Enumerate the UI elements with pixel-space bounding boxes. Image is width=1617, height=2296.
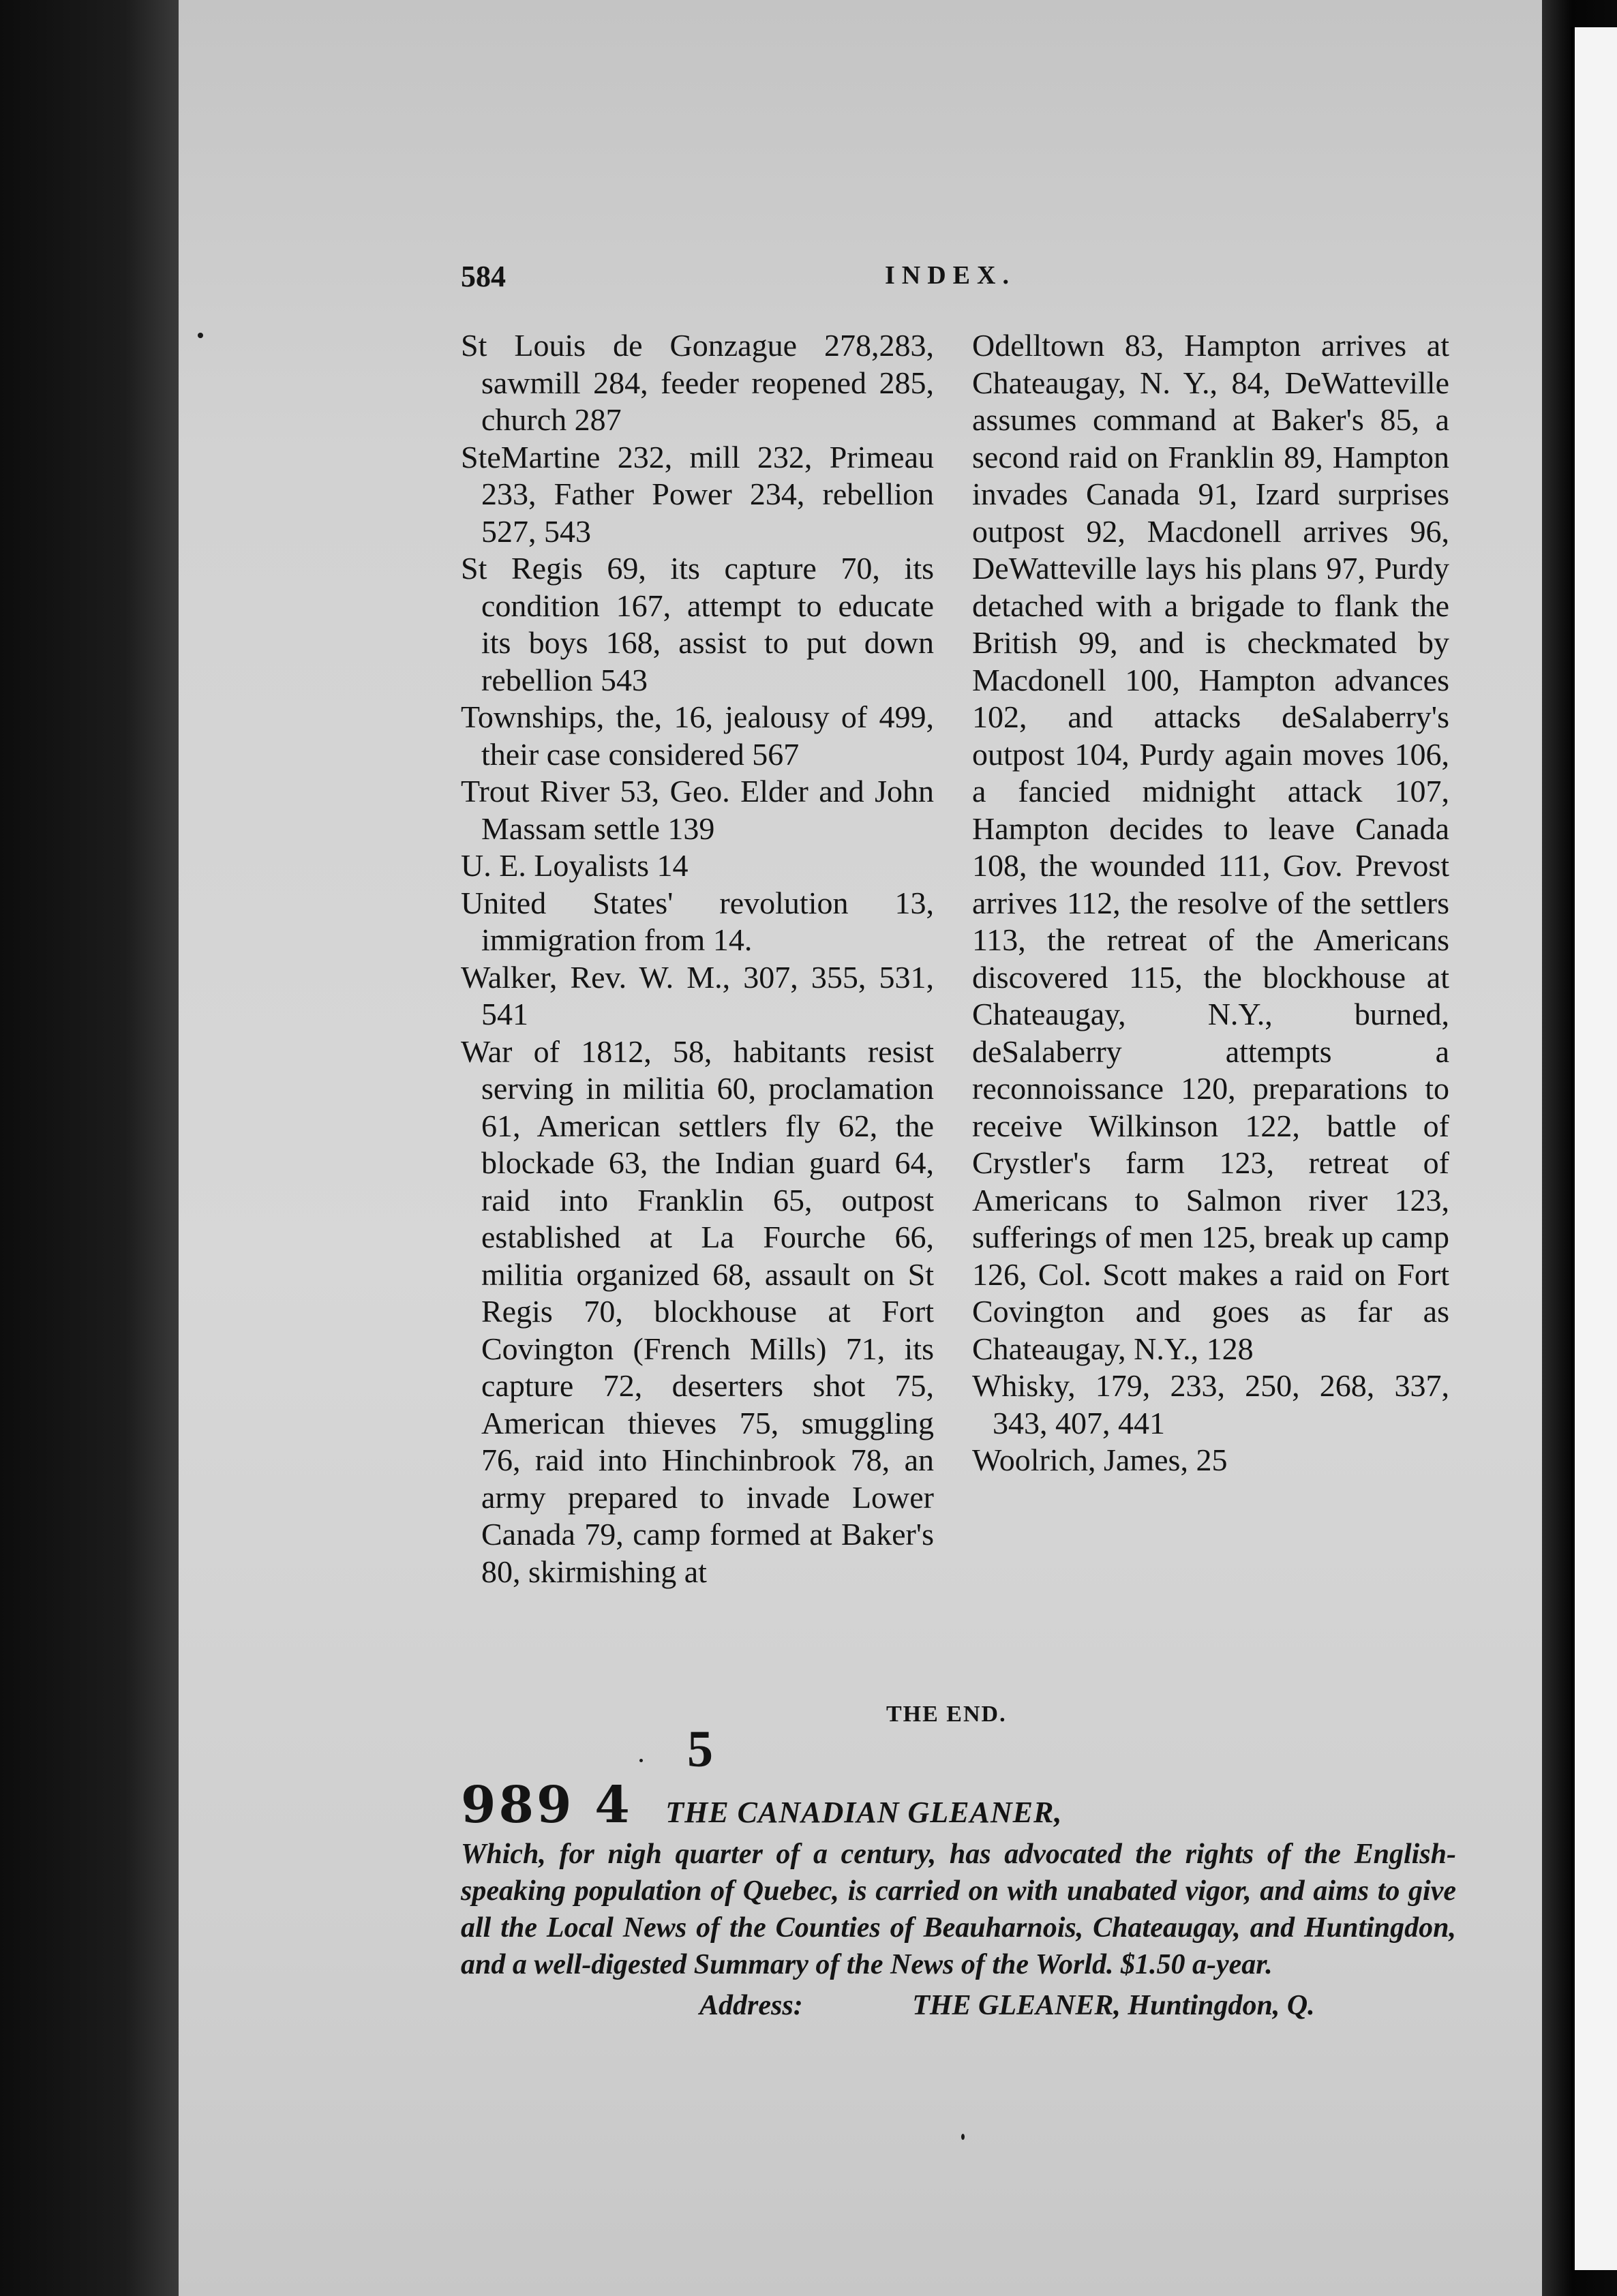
signature-mark: 5 <box>687 1721 713 1778</box>
scan-speck <box>639 1759 643 1762</box>
index-entry-continued: Odelltown 83, Hampton arrives at Chateaugay, N. Y., 84, DeWatteville assumes command at Baker's 85, a second raid on Franklin 89, Hampton invades Canada 91, Izard surprises outpost 92, Macdonell arrives 96, DeWatteville lays his plans 97, Purdy detached with a brigade to flank the British 99, and is checkmated by Macdonell 100, Hampton advances 102, and attacks deSalaberry's outpost 104, Purdy again moves 106, a fancied midnight attack 107, Hampton decides to leave Canada 108, the wounded 111, Gov. Prevost arrives 112, the resolve of the settlers 113, the retreat of the Americans discovered 115, the blockhouse at Chateaugay, N.Y., burned, deSalaberry attempts a reconnoissance 120, preparations to receive Wilkinson 122, battle of Crystler's farm 123, retreat of Americans to Salmon river 123, sufferings of men 125, break up camp 126, Col. Scott makes a raid on Fort Covington and goes as far as Chateaugay, N.Y., 128 <box>972 328 1449 1366</box>
advertisement <box>461 1776 1456 2024</box>
index-entry: Trout River 53, Geo. Elder and John Massam settle 139 <box>461 774 934 846</box>
running-head: INDEX. <box>885 261 1016 290</box>
index-entry: United States' revolution 13, immigration from 14. <box>461 885 934 957</box>
catalog-number: 989 4 <box>461 1776 633 1834</box>
index-entry: Whisky, 179, 233, 250, 268, 337, 343, 407, 441 <box>972 1368 1449 1440</box>
index-entry: U. E. Loyalists 14 <box>461 848 689 883</box>
index-entry: War of 1812, 58, habitants resist serving in militia 60, proclamation 61, American settlers fly 62, the blockade 63, the Indian guard 64, raid into Franklin 65, outpost established at La Fourche 66, militia organized 68, assault on St Regis 70, blockhouse at Fort Covington (French Mills) 71, its capture 72, deserters shot 75, American thieves 75, smuggling 76, raid into Hinchinbrook 78, an army prepared to invade Lower Canada 79, camp formed at Baker's 80, skirmishing at <box>461 1033 934 1589</box>
end-text: THE END. <box>886 1702 1007 1727</box>
index-column-right <box>972 327 1449 1479</box>
page-number: 584 <box>461 260 506 293</box>
scan-speck <box>198 333 203 338</box>
index-entry: St Regis 69, its capture 70, its condition 167, attempt to educate its boys 168, assist to put down rebellion 543 <box>461 551 934 697</box>
address-label: Address: <box>699 1990 803 2021</box>
index-entry: Townships, the, 16, jealousy of 499, their case considered 567 <box>461 699 934 772</box>
advertisement-heading <box>461 1776 1456 1834</box>
scan-speck <box>961 2134 965 2140</box>
advertisement-body: Which, for nigh quarter of a century, has advocated the rights of the English-speaking population of Quebec, is carried on with unabated vigor, and aims to give all the Local News of the Counties of Beauharnois, Chateaugay, and Huntingdon, and a well-digested Summary of the News of the World. $1.50 a-year. <box>461 1839 1456 1980</box>
scan-left-edge <box>0 0 179 2296</box>
index-entry: Woolrich, James, 25 <box>972 1442 1228 1477</box>
address-value: THE GLEANER, Huntingdon, Q. <box>912 1990 1315 2021</box>
adjacent-page-strip <box>1571 27 1617 2270</box>
index-entry: SteMartine 232, mill 232, Primeau 233, Father Power 234, rebellion 527, 543 <box>461 439 934 549</box>
advertisement-title: THE CANADIAN GLEANER, <box>665 1796 1063 1829</box>
advertisement-address <box>461 1987 1456 2024</box>
page-header <box>461 259 1388 300</box>
index-entry: Walker, Rev. W. M., 307, 355, 531, 541 <box>461 959 934 1031</box>
index-entry: St Louis de Gonzague 278,283, sawmill 284, feeder reopened 285, church 287 <box>461 328 934 437</box>
index-column-left <box>461 327 934 1590</box>
